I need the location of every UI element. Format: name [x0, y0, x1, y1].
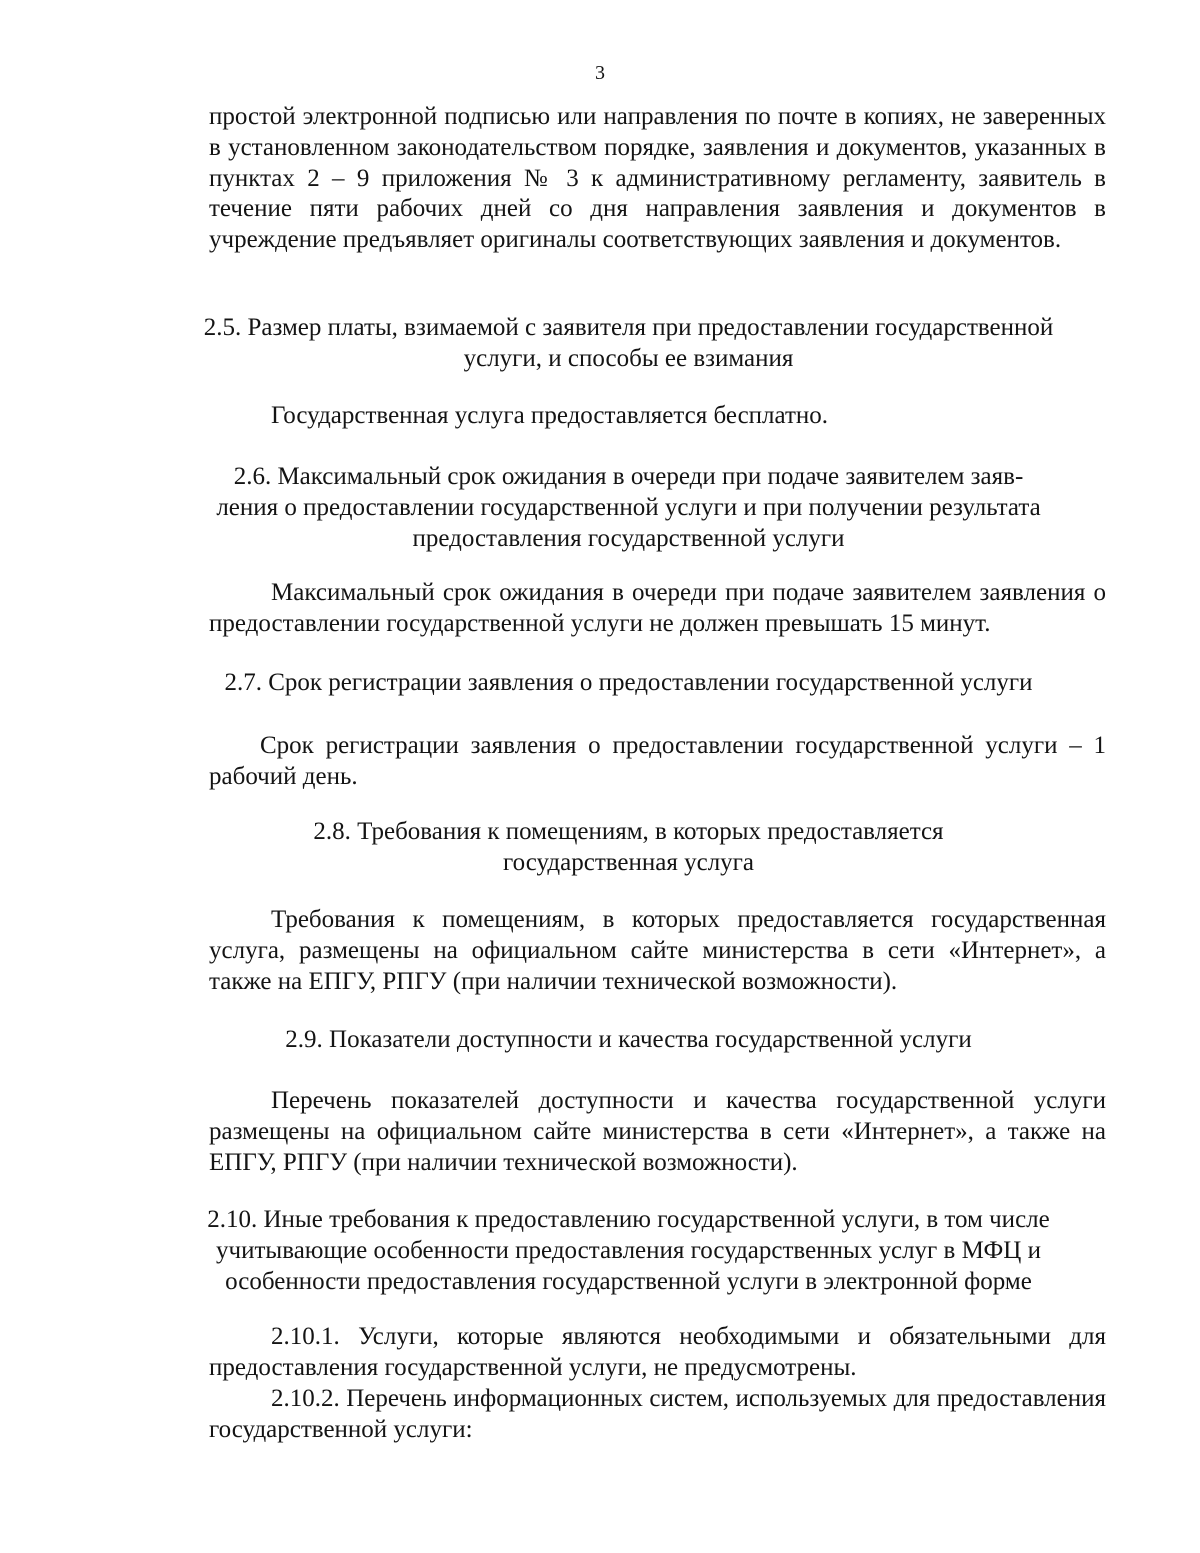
paragraph-2-10-2: 2.10.2. Перечень информационных систем, используемых для предоставления государственной услуги: — [209, 1385, 1106, 1443]
heading-line: предоставления государственной услуги — [412, 524, 845, 552]
page-number: 3 — [595, 62, 605, 84]
paragraph-2-10-1: 2.10.1. Услуги, которые являются необходимыми и обязательными для предоставления государственной услуги, не предусмотрены. — [209, 1323, 1106, 1381]
paragraph-continuation: простой электронной подписью или направления по почте в копиях, не заверенных в установленном законодательством порядке, заявления и документов, указанных в пунктах 2 – 9 приложения № 3 к административному регламенту, заявитель в течение пяти рабочих дней со дня направления заявления и документов в учреждение предъявляет оригиналы соответствующих заявления и документов. — [209, 103, 1106, 254]
heading-line: ления о предоставлении государственной услуги и при получении результата — [216, 493, 1041, 521]
section-heading-2-7 — [0, 668, 1200, 699]
heading-line: 2.5. Размер платы, взимаемой с заявителя при предоставлении государственной — [203, 314, 1054, 341]
section-heading-2-5 — [0, 313, 1200, 375]
paragraph-2-6: Максимальный срок ожидания в очереди при подаче заявителем заявления о предоставлении государственной услуги не должен превышать 15 минут. — [209, 579, 1106, 637]
section-heading-2-8 — [0, 817, 1200, 879]
heading-line: государственная услуга — [502, 848, 755, 876]
section-heading-2-6 — [0, 462, 1200, 554]
heading-line: 2.9. Показатели доступности и качества государственной услуги — [285, 1026, 972, 1053]
paragraph-2-8: Требования к помещениям, в которых предоставляется государственная услуга, размещены на официальном сайте министерства в сети «Интернет», а также на ЕПГУ, РПГУ (при наличии технической возможности). — [209, 906, 1106, 995]
paragraph-2-9: Перечень показателей доступности и качества государственной услуги размещены на официальном сайте министерства в сети «Интернет», а также на ЕПГУ, РПГУ (при наличии технической возможности). — [209, 1087, 1106, 1176]
heading-line: учитывающие особенности предоставления государственных услуг в МФЦ и — [216, 1236, 1041, 1264]
heading-line: 2.7. Срок регистрации заявления о предоставлении государственной услуги — [224, 669, 1033, 696]
heading-line: 2.8. Требования к помещениям, в которых предоставляется — [313, 818, 944, 845]
section-heading-2-10 — [0, 1205, 1200, 1297]
heading-line: 2.6. Максимальный срок ожидания в очереди при подаче заявителем заяв- — [233, 463, 1024, 490]
heading-line: 2.10. Иные требования к предоставлению государственной услуги, в том числе — [207, 1206, 1050, 1233]
heading-line: услуги, и способы ее взимания — [463, 344, 794, 372]
section-heading-2-9 — [0, 1025, 1200, 1056]
paragraph-2-5: Государственная услуга предоставляется бесплатно. — [271, 402, 829, 429]
paragraph-2-7: Срок регистрации заявления о предоставлении государственной услуги – 1 рабочий день. — [209, 732, 1106, 790]
heading-line: особенности предоставления государственной услуги в электронной форме — [225, 1267, 1032, 1295]
